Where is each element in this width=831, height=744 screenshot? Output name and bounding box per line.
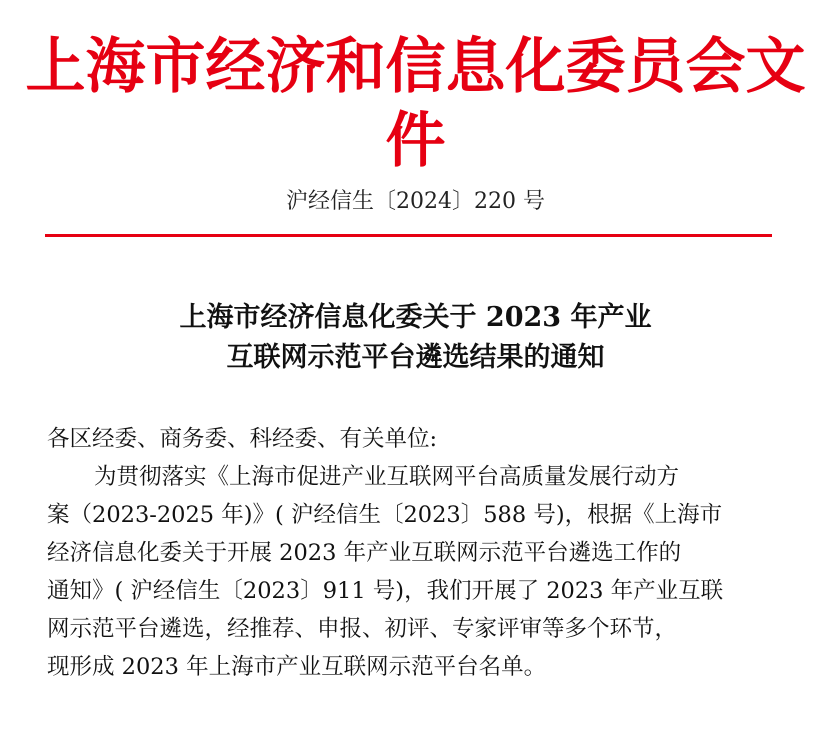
red-divider-line: [45, 234, 772, 237]
document-header-title: 上海市经济和信息化委员会文件: [25, 32, 806, 176]
body-line: 为贯彻落实《上海市促进产业互联网平台高质量发展行动方: [94, 464, 680, 490]
salutation: 各区经委、商务委、科经委、有关单位:: [47, 426, 438, 452]
notice-title: [0, 298, 831, 378]
notice-title-line-1: 上海市经济信息化委关于 2023 年产业: [179, 302, 652, 333]
body-line: 通知》( 沪经信生〔2023〕911 号)，我们开展了 2023 年产业互联: [47, 578, 724, 604]
body-line: 现形成 2023 年上海市产业互联网示范平台名单。: [47, 654, 547, 680]
notice-title-line-2: 互联网示范平台遴选结果的通知: [226, 342, 605, 373]
document-number: 沪经信生〔2024〕220 号: [286, 189, 545, 214]
body-line: 案（2023-2025 年)》( 沪经信生〔2023〕588 号)，根据《上海市: [47, 502, 723, 528]
notice-body: [47, 420, 775, 686]
body-line: 网示范平台遴选，经推荐、申报、初评、专家评审等多个环节，: [47, 616, 678, 642]
body-line: 经济信息化委关于开展 2023 年产业互联网示范平台遴选工作的: [47, 540, 682, 566]
